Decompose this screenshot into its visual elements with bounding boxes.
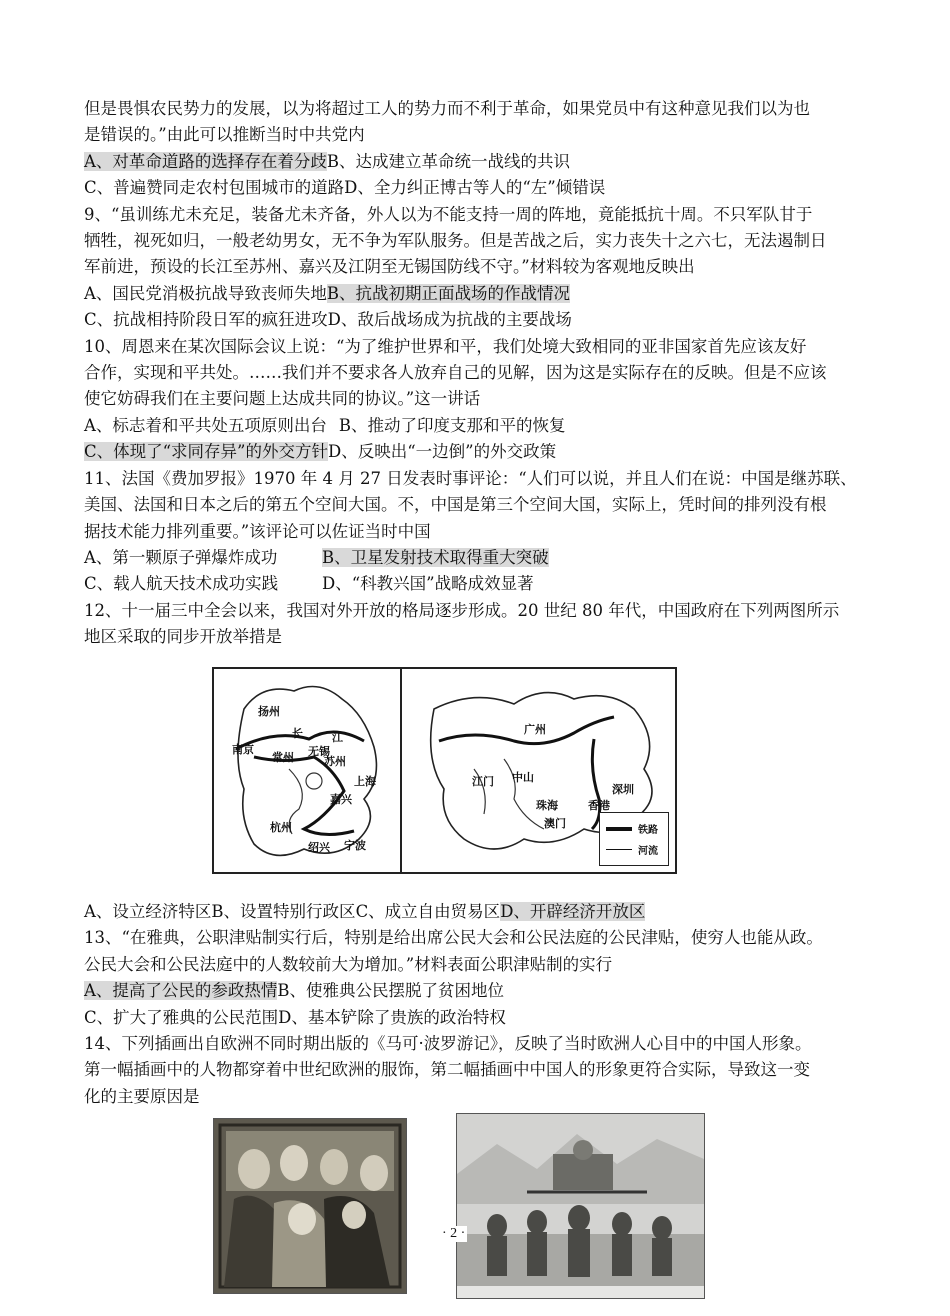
question-14: 14、下列插画出自欧洲不同时期出版的《马可·波罗游记》，反映了当时欧洲人心目中的中国人形象。 [84, 1034, 812, 1054]
option-row [84, 571, 874, 597]
text-line: 化的主要原因是 [84, 1086, 200, 1106]
option: C、抗战相持阶段日军的疯狂进攻 [84, 310, 328, 330]
map-label-zhuhai: 珠海 [536, 799, 558, 812]
legend-river-label: 河流 [638, 846, 658, 857]
map-label-suzhou: 苏州 [324, 755, 346, 768]
map-legend [599, 812, 669, 866]
question-11: 11、法国《费加罗报》1970 年 4 月 27 日发表时事评论：“人们可以说，并且人们在说：中国是继苏联、 [84, 468, 857, 488]
option-row [84, 175, 874, 201]
option: A、第一颗原子弹爆炸成功 [84, 547, 278, 567]
option-row [84, 899, 874, 925]
answer-highlight: C、体现了“求同存异”的外交方针 [84, 442, 328, 462]
text-line: 是错误的。”由此可以推断当时中共党内 [84, 125, 365, 145]
option: C、普遍赞同走农村包围城市的道路 [84, 178, 345, 198]
option: A、设立经济特区 [84, 902, 212, 921]
option-row [84, 149, 874, 175]
option: C、成立自由贸易区 [355, 902, 501, 921]
question-9: 9、“虽训练尤未充足，装备尤未齐备，外人以为不能支持一周的阵地，竟能抵抗十周。不只军队甘于 [84, 204, 813, 224]
map-label-shanghai: 上海 [354, 775, 376, 788]
answer-highlight: A、对革命道路的选择存在着分歧 [84, 151, 327, 171]
text-line: 公民大会和公民法庭中的人数较前大为增加。”材料表面公职津贴制的实行 [84, 954, 613, 974]
option: A、国民党消极抗战导致丧师失地 [84, 283, 327, 303]
option: B、达成建立革命统一战线的共识 [326, 151, 571, 171]
option-row [84, 307, 874, 333]
question-13: 13、“在雅典，公职津贴制实行后，特别是给出席公民大会和公民法庭的公民津贴，使穷人也能从政。 [84, 928, 823, 948]
map-label-guangzhou: 广州 [524, 723, 546, 736]
text-line: 据技术能力排列重要。”该评论可以佐证当时中国 [84, 521, 431, 541]
answer-highlight: D、开辟经济开放区 [500, 902, 646, 921]
option-row [84, 978, 874, 1004]
text-line: 地区采取的同步开放举措是 [84, 627, 282, 647]
map-label-jiaxing: 嘉兴 [330, 793, 352, 806]
page-number: · 2 · [442, 1226, 466, 1241]
map-label-nanjing: 南京 [232, 743, 254, 756]
river-legend-line [606, 849, 632, 850]
option: B、推动了印度支那和平的恢复 [338, 415, 566, 435]
map-label-wuxi: 无锡 [308, 745, 330, 758]
answer-highlight: A、提高了公民的参政热情 [84, 981, 278, 1001]
option: D、反映出“一边倒”的外交政策 [328, 442, 557, 462]
legend-railway-label: 铁路 [638, 825, 658, 836]
map-figure [212, 667, 677, 874]
map-label-ningbo: 宁波 [344, 839, 366, 852]
option: D、敌后战场成为抗战的主要战场 [327, 310, 572, 330]
text-line: 军前进，预设的长江至苏州、嘉兴及江阴至无锡国防线不守。”材料较为客观地反映出 [84, 257, 695, 277]
medieval-painting-image [214, 1119, 406, 1293]
text-line: 合作，实现和平共处。……我们并不要求各人放弃自己的见解，因为这是实际存在的反映。但是不应该 [84, 363, 827, 383]
map-label-shaoxing: 绍兴 [308, 841, 330, 854]
option-row [84, 281, 874, 307]
map-label-macau: 澳门 [544, 817, 566, 830]
map-label: 长 [292, 727, 303, 740]
option: C、扩大了雅典的公民范围 [84, 1007, 279, 1027]
engraving-image [457, 1114, 704, 1298]
option-row [84, 545, 874, 571]
option-row [84, 1005, 874, 1031]
text-line: 使它妨碍我们在主要问题上达成共同的协议。”这一讲话 [84, 389, 481, 409]
map-label: 江 [332, 731, 343, 744]
text-line: 美国、法国和日本之后的第五个空间大国。不，中国是第三个空间大国，实际上，凭时间的排列没有根 [84, 495, 827, 515]
map-label-hongkong: 香港 [588, 799, 610, 812]
answer-highlight: B、抗战初期正面战场的作战情况 [326, 283, 571, 303]
option: A、标志着和平共处五项原则出台 [84, 415, 327, 435]
map-label-jiangmen: 江门 [472, 775, 494, 788]
question-12: 12、十一届三中全会以来，我国对外开放的格局逐步形成。20 世纪 80 年代，中国政府在下列两图所示 [84, 600, 840, 620]
map-label-changzhou: 常州 [272, 751, 294, 764]
map-label-yangzhou: 扬州 [258, 705, 280, 718]
answer-highlight: B、卫星发射技术取得重大突破 [322, 547, 549, 567]
option-row [84, 413, 874, 439]
option: B、设置特别行政区 [211, 902, 356, 921]
map-label-zhongshan: 中山 [512, 771, 534, 784]
text-line: 第一幅插画中的人物都穿着中世纪欧洲的服饰，第二幅插画中中国人的形象更符合实际，导致这一变 [84, 1060, 810, 1080]
document-body [84, 96, 874, 651]
illustration-medieval [213, 1118, 407, 1294]
illustration-engraving [456, 1113, 705, 1299]
option: C、载人航天技术成功实践 [84, 574, 279, 594]
option: B、使雅典公民摆脱了贫困地位 [277, 981, 505, 1001]
map-label-shenzhen: 深圳 [612, 783, 634, 796]
map-label-hangzhou: 杭州 [270, 821, 292, 834]
railway-legend-line [606, 827, 632, 831]
document-body-lower [84, 899, 874, 1110]
option-row [84, 439, 874, 465]
text-line: 牺牲，视死如归，一般老幼男女，无不争为军队服务。但是苦战之后，实力丧失十之六七，无法遏制日 [84, 231, 827, 251]
question-10: 10、周恩来在某次国际会议上说：“为了维护世界和平，我们处境大致相同的亚非国家首先应该友好 [84, 336, 807, 356]
option: D、全力纠正博古等人的“左”倾错误 [344, 178, 606, 198]
map-divider [400, 669, 402, 872]
option: D、“科教兴国”战略成效显著 [322, 574, 534, 594]
option: D、基本铲除了贵族的政治特权 [278, 1007, 506, 1027]
text-line: 但是畏惧农民势力的发展，以为将超过工人的势力而不利于革命，如果党员中有这种意见我们以为也 [84, 99, 810, 118]
